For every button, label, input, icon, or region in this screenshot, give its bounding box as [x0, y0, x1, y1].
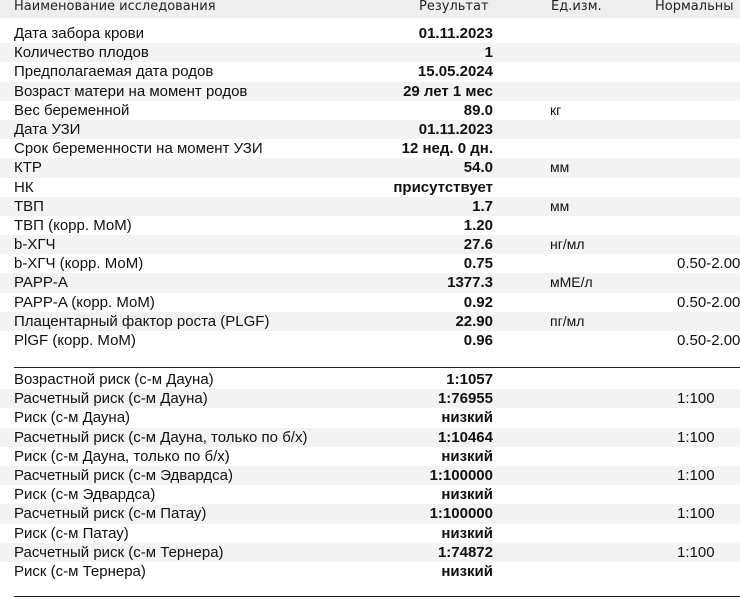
row-result: 54.0 [463, 159, 493, 177]
row-name: Вес беременной [14, 101, 130, 119]
row-result: 0.96 [463, 332, 493, 349]
row-name: Дата УЗИ [14, 120, 81, 138]
table-row [0, 466, 740, 485]
row-name: Расчетный риск (с-м Дауна, только по б/х) [14, 428, 308, 446]
row-result: 29 лет 1 мес [403, 82, 493, 100]
row-norm: 1:100 [677, 390, 715, 408]
row-name: Расчетный риск (с-м Тернера) [14, 543, 224, 561]
row-unit: мм [550, 159, 570, 176]
row-name: Возраст матери на момент родов [14, 82, 248, 100]
row-norm: 1:100 [677, 543, 715, 561]
row-result: 0.92 [463, 293, 493, 311]
row-name: ТВП [14, 197, 44, 215]
row-name: Риск (с-м Дауна, только по б/х) [14, 447, 230, 465]
table-row [0, 273, 740, 292]
risks-table [0, 370, 740, 581]
row-name: Срок беременности на момент УЗИ [14, 140, 263, 158]
row-unit: пг/мл [550, 312, 585, 329]
row-unit: кг [550, 101, 562, 118]
row-result: 1.7 [472, 197, 493, 215]
table-row [0, 543, 740, 562]
row-result: 01.11.2023 [418, 25, 493, 42]
table-row [0, 293, 740, 312]
row-result: 1.20 [463, 216, 493, 234]
row-name: PAPP-A (корр. МоМ) [14, 293, 155, 311]
table-row [0, 216, 740, 235]
row-name: Дата забора крови [14, 25, 144, 42]
table-row [0, 178, 740, 197]
row-result: 1 [484, 44, 493, 62]
row-name: Риск (с-м Дауна) [14, 409, 131, 427]
row-result: 1:74872 [437, 543, 493, 561]
header-norm: Нормальны [655, 0, 734, 14]
table-row [0, 101, 740, 120]
row-name: b-ХГЧ (корр. МоМ) [14, 255, 144, 273]
row-name: Предполагаемая дата родов [14, 63, 214, 81]
row-result: низкий [441, 562, 493, 580]
row-name: Расчетный риск (с-м Патау) [14, 505, 207, 523]
row-norm: 1:100 [677, 505, 715, 523]
row-result: низкий [441, 409, 493, 427]
table-row [0, 408, 740, 427]
table-row [0, 62, 740, 81]
row-norm: 0.50-2.00 [677, 255, 740, 273]
header-name: Наименование исследования [14, 0, 216, 14]
table-row [0, 389, 740, 408]
header-result: Результат [419, 0, 489, 14]
table-row [0, 120, 740, 139]
table-row [0, 139, 740, 158]
row-result: 1:76955 [437, 390, 493, 408]
row-name: НК [14, 178, 34, 196]
row-result: 89.0 [463, 101, 493, 119]
row-name: Возрастной риск (с-м Дауна) [14, 371, 214, 388]
row-result: 1:100000 [429, 466, 493, 484]
table-row [0, 158, 740, 177]
row-name: Количество плодов [14, 44, 149, 62]
table-row [0, 43, 740, 62]
row-result: 27.6 [463, 236, 493, 254]
table-row [0, 331, 740, 350]
row-norm: 0.50-2.00 [677, 293, 740, 311]
row-result: 1377.3 [447, 274, 493, 292]
row-name: ТВП (корр. МоМ) [14, 216, 132, 234]
row-norm: 0.50-2.00 [677, 332, 740, 349]
row-result: 22.90 [455, 312, 493, 330]
table-row [0, 24, 740, 43]
row-name: b-ХГЧ [14, 236, 56, 254]
row-norm: 1:100 [677, 466, 715, 484]
row-name: Расчетный риск (с-м Дауна) [14, 390, 208, 408]
table-row [0, 197, 740, 216]
row-result: 12 нед. 0 дн. [401, 140, 493, 158]
row-name: PlGF (корр. МоМ) [14, 332, 136, 349]
row-result: низкий [441, 524, 493, 542]
table-row [0, 82, 740, 101]
row-result: низкий [441, 486, 493, 504]
table-row [0, 428, 740, 447]
row-result: 1:100000 [429, 505, 493, 523]
row-name: КТР [14, 159, 42, 177]
row-unit: мМЕ/л [550, 274, 593, 291]
table-row [0, 447, 740, 466]
row-norm: 1:100 [677, 428, 715, 446]
row-unit: мм [550, 197, 570, 214]
row-name: Расчетный риск (с-м Эдвардса) [14, 466, 234, 484]
bottom-divider [14, 596, 740, 597]
row-name: PAPP-A [14, 274, 68, 292]
table-row [0, 524, 740, 543]
row-result: 01.11.2023 [418, 120, 493, 138]
table-row [0, 312, 740, 331]
header-unit: Ед.изм. [551, 0, 602, 14]
table-row [0, 485, 740, 504]
row-result: присутствует [393, 178, 493, 196]
table-row [0, 254, 740, 273]
row-result: 1:10464 [437, 428, 493, 446]
row-name: Плацентарный фактор роста (PLGF) [14, 312, 270, 330]
row-result: 0.75 [463, 255, 493, 273]
table-row [0, 370, 740, 389]
row-name: Риск (с-м Патау) [14, 524, 129, 542]
row-name: Риск (с-м Тернера) [14, 562, 146, 580]
table-row [0, 504, 740, 523]
row-name: Риск (с-м Эдвардса) [14, 486, 156, 504]
row-result: низкий [441, 447, 493, 465]
table-row [0, 562, 740, 581]
row-result: 1:1057 [446, 371, 493, 388]
parameters-table [0, 24, 740, 350]
section-divider [14, 367, 740, 368]
table-row [0, 235, 740, 254]
row-unit: нг/мл [550, 236, 585, 253]
table-header [0, 0, 740, 18]
row-result: 15.05.2024 [417, 63, 493, 81]
